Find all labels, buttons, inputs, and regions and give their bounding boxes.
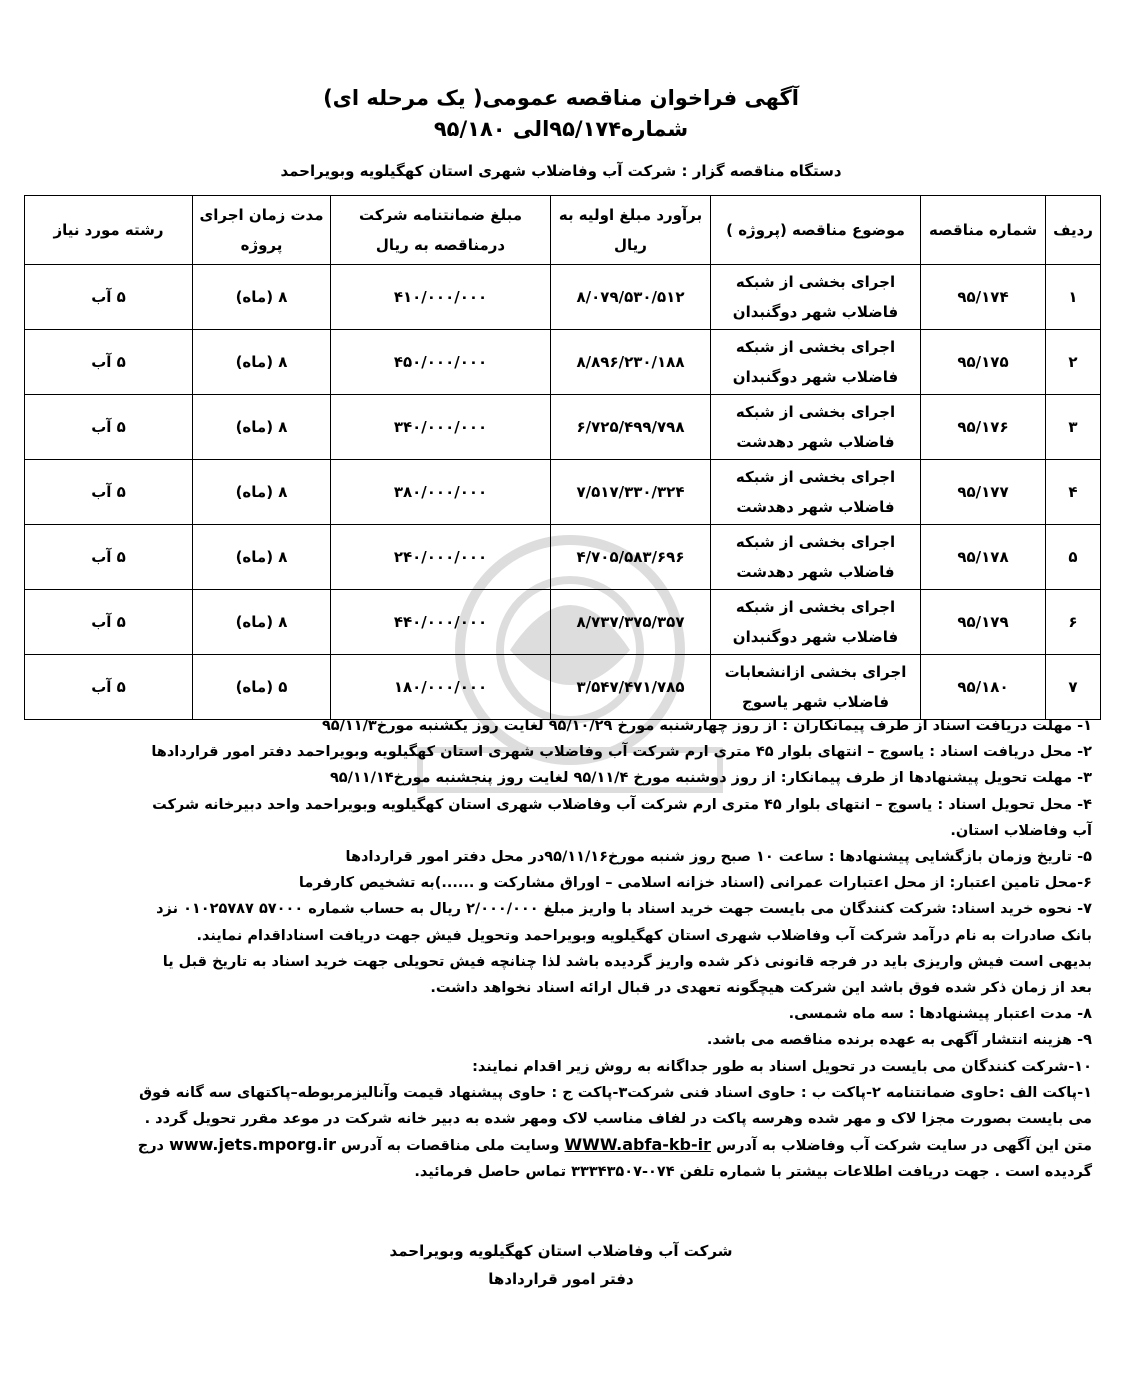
note-proposal-deadline: ۳- مهلت تحویل پیشنهادها از طرف پیمانکار: از روز دوشنبه مورخ ۹۵/۱۱/۴ لغایت روز پنجشنبه مورخ۹۵/۱۱/۱۴ — [329, 770, 1092, 787]
cell-guarantee: ۴۴۰/۰۰۰/۰۰۰ — [331, 590, 551, 655]
note-document-location: ۲- محل دریافت اسناد : یاسوج – انتهای بلوار ۴۵ متری ارم شرکت آب وفاضلاب شهری استان کهگیلویه وبویراحمد دفتر امور قراردادها — [151, 744, 1092, 761]
cell-guarantee: ۳۴۰/۰۰۰/۰۰۰ — [331, 395, 551, 460]
cell-duration: ۸ (ماه) — [193, 395, 331, 460]
jets-website-link[interactable]: www.jets.mporg.ir — [169, 1135, 336, 1155]
cell-tender-number: ۹۵/۱۸۰ — [921, 655, 1046, 720]
note-proposal-validity: ۸- مدت اعتبار پیشنهادها : سه ماه شمسی. — [788, 1006, 1092, 1023]
table-row — [25, 590, 1101, 655]
column-header-row-number: ردیف — [1046, 196, 1101, 265]
cell-guarantee: ۲۴۰/۰۰۰/۰۰۰ — [331, 525, 551, 590]
table-row — [25, 460, 1101, 525]
table-row — [25, 395, 1101, 460]
note-websites — [136, 1132, 1092, 1185]
cell-subject: اجرای بخشی از شبکه فاضلاب شهر دوگنبدان — [711, 590, 921, 655]
table-row — [25, 265, 1101, 330]
cell-estimate: ۳/۵۴۷/۴۷۱/۷۸۵ — [551, 655, 711, 720]
cell-guarantee: ۳۸۰/۰۰۰/۰۰۰ — [331, 460, 551, 525]
note-document-deadline: ۱- مهلت دریافت اسناد از طرف پیمانکاران : از روز چهارشنبه مورخ ۹۵/۱۰/۲۹ لغایت روز یکشنبه مورخ۹۵/۱۱/۳ — [321, 718, 1092, 734]
cell-field: ۵ آب — [25, 265, 193, 330]
column-header-field: رشته مورد نیاز — [25, 196, 193, 265]
cell-duration: ۸ (ماه) — [193, 525, 331, 590]
notice-title: آگهی فراخوان مناقصه عمومی( یک مرحله ای) — [323, 86, 799, 110]
footer-company: شرکت آب وفاضلاب استان کهگیلویه وبویراحمد — [389, 1242, 733, 1260]
cell-subject: اجرای بخشی از شبکه فاضلاب شهر دهدشت — [711, 395, 921, 460]
cell-estimate: ۴/۷۰۵/۵۸۳/۶۹۶ — [551, 525, 711, 590]
cell-duration: ۸ (ماه) — [193, 330, 331, 395]
cell-duration: ۵ (ماه) — [193, 655, 331, 720]
cell-guarantee: ۴۵۰/۰۰۰/۰۰۰ — [331, 330, 551, 395]
cell-estimate: ۸/۸۹۶/۲۳۰/۱۸۸ — [551, 330, 711, 395]
cell-duration: ۸ (ماه) — [193, 460, 331, 525]
cell-duration: ۸ (ماه) — [193, 590, 331, 655]
cell-tender-number: ۹۵/۱۷۷ — [921, 460, 1046, 525]
tender-organizer: دستگاه مناقصه گزار : شرکت آب وفاضلاب شهری استان کهگیلویه وبویراحمد — [280, 162, 842, 180]
column-header-estimate: برآورد مبلغ اولیه به ریال — [551, 196, 711, 265]
cell-subject: اجرای بخشی ازانشعابات فاضلاب شهر یاسوج — [711, 655, 921, 720]
notice-number: شماره۹۵/۱۷۴الی ۹۵/۱۸۰ — [433, 117, 689, 141]
cell-row-number: ۵ — [1046, 525, 1101, 590]
note-opening-time: ۵- تاریخ وزمان بازگشایی پیشنهادها : ساعت ۱۰ صبح روز شنبه مورخ۹۵/۱۱/۱۶در محل دفتر امور قراردادها — [345, 849, 1092, 866]
cell-row-number: ۴ — [1046, 460, 1101, 525]
tenders-table — [24, 195, 1101, 720]
cell-estimate: ۸/۷۳۷/۳۷۵/۳۵۷ — [551, 590, 711, 655]
cell-tender-number: ۹۵/۱۷۶ — [921, 395, 1046, 460]
note-delivery-location: ۴- محل تحویل اسناد : یاسوج – انتهای بلوار ۴۵ متری ارم شرکت آب وفاضلاب شهری استان کهگیلویه وبویراحمد واحد دبیرخانه شرکت آب وفاضلاب استان. — [152, 796, 1092, 839]
note-envelopes: ۱-پاکت الف :حاوی ضمانتنامه ۲-پاکت ب : حاوی اسناد فنی شرکت۳-پاکت ج : حاوی پیشنهاد قیمت وآنالیزمربوطه–پاکتهای سه گانه فوق می بایست بصورت مجزا لاک و مهر شده وهرسه پاکت در لفاف مناسب لاک ومهر شده به دبیر خانه شرکت در موعد مقرر تحویل گردد . — [139, 1084, 1092, 1128]
note-websites-text-3: درج گردیده است . جهت دریافت اطلاعات بیشتر با شماره تلفن ۰۷۴-۳۳۳۴۳۵۰۷ تماس حاصل فرمائید. — [137, 1138, 1092, 1181]
note-publication-cost: ۹- هزینه انتشار آگهی به عهده برنده مناقصه می باشد. — [706, 1032, 1092, 1049]
footer-office: دفتر امور قراردادها — [488, 1270, 634, 1288]
cell-estimate: ۸/۰۷۹/۵۳۰/۵۱۲ — [551, 265, 711, 330]
cell-field: ۵ آب — [25, 395, 193, 460]
cell-estimate: ۷/۵۱۷/۳۳۰/۳۲۴ — [551, 460, 711, 525]
cell-tender-number: ۹۵/۱۷۸ — [921, 525, 1046, 590]
cell-duration: ۸ (ماه) — [193, 265, 331, 330]
cell-subject: اجرای بخشی از شبکه فاضلاب شهر دهدشت — [711, 525, 921, 590]
cell-subject: اجرای بخشی از شبکه فاضلاب شهر دوگنبدان — [711, 265, 921, 330]
cell-row-number: ۳ — [1046, 395, 1101, 460]
note-websites-text-2: وسایت ملی مناقصات به آدرس — [341, 1138, 560, 1155]
cell-row-number: ۷ — [1046, 655, 1101, 720]
cell-row-number: ۶ — [1046, 590, 1101, 655]
cell-row-number: ۲ — [1046, 330, 1101, 395]
column-header-guarantee: مبلغ ضمانتنامه شرکت درمناقصه به ریال — [331, 196, 551, 265]
cell-guarantee: ۱۸۰/۰۰۰/۰۰۰ — [331, 655, 551, 720]
column-header-tender-number: شماره مناقصه — [921, 196, 1046, 265]
cell-field: ۵ آب — [25, 655, 193, 720]
cell-row-number: ۱ — [1046, 265, 1101, 330]
cell-tender-number: ۹۵/۱۷۴ — [921, 265, 1046, 330]
column-header-subject: موضوع مناقصه (پروژه ) — [711, 196, 921, 265]
table-header-row — [25, 196, 1101, 265]
note-funding-source: ۶-محل تامین اعتبار: از محل اعتبارات عمرانی (اسناد خزانه اسلامی – اوراق مشارکت و ......)به تشخیص کارفرما — [298, 875, 1092, 892]
cell-tender-number: ۹۵/۱۷۵ — [921, 330, 1046, 395]
cell-field: ۵ آب — [25, 460, 193, 525]
cell-subject: اجرای بخشی از شبکه فاضلاب شهر دوگنبدان — [711, 330, 921, 395]
cell-guarantee: ۴۱۰/۰۰۰/۰۰۰ — [331, 265, 551, 330]
cell-field: ۵ آب — [25, 525, 193, 590]
table-row — [25, 655, 1101, 720]
table-row — [25, 525, 1101, 590]
note-purchase-method: ۷- نحوه خرید اسناد: شرکت کنندگان می بایست جهت خرید اسناد با واریز مبلغ ۲/۰۰۰/۰۰۰ ریال به حساب شماره ۵۷۰۰۰ ۰۱۰۲۵۷۸۷ نزد بانک صادرات به نام درآمد شرکت آب وفاضلاب شهری استان کهگیلویه وبویراحمد وتحویل فیش جهت دریافت اسناداقدام نمایند. — [156, 901, 1092, 944]
table-row — [25, 330, 1101, 395]
note-receipt-validity: بدیهی است فیش واریزی باید در فرجه قانونی ذکر شده واریز گردیده باشد لذا چنانچه فیش تحویلی جهت خرید اسناد به تاریخ قبل یا بعد از زمان ذکر شده فوق باشد این شرکت هیچگونه تعهدی در قبال ارائه اسناد نخواهد داشت. — [162, 953, 1092, 997]
notice-conditions — [136, 713, 1092, 1186]
note-submission-method: ۱۰-شرکت کنندگان می بایست در تحویل اسناد به طور جداگانه به روش زیر اقدام نمایند: — [472, 1058, 1092, 1075]
cell-field: ۵ آب — [25, 330, 193, 395]
column-header-duration: مدت زمان اجرای پروژه — [193, 196, 331, 265]
cell-subject: اجرای بخشی از شبکه فاضلاب شهر دهدشت — [711, 460, 921, 525]
cell-tender-number: ۹۵/۱۷۹ — [921, 590, 1046, 655]
note-websites-text-1: متن این آگهی در سایت شرکت آب وفاضلاب به آدرس — [716, 1138, 1092, 1155]
cell-estimate: ۶/۷۲۵/۴۹۹/۷۹۸ — [551, 395, 711, 460]
abfa-website-link[interactable]: WWW.abfa-kb-ir — [564, 1135, 711, 1155]
cell-field: ۵ آب — [25, 590, 193, 655]
